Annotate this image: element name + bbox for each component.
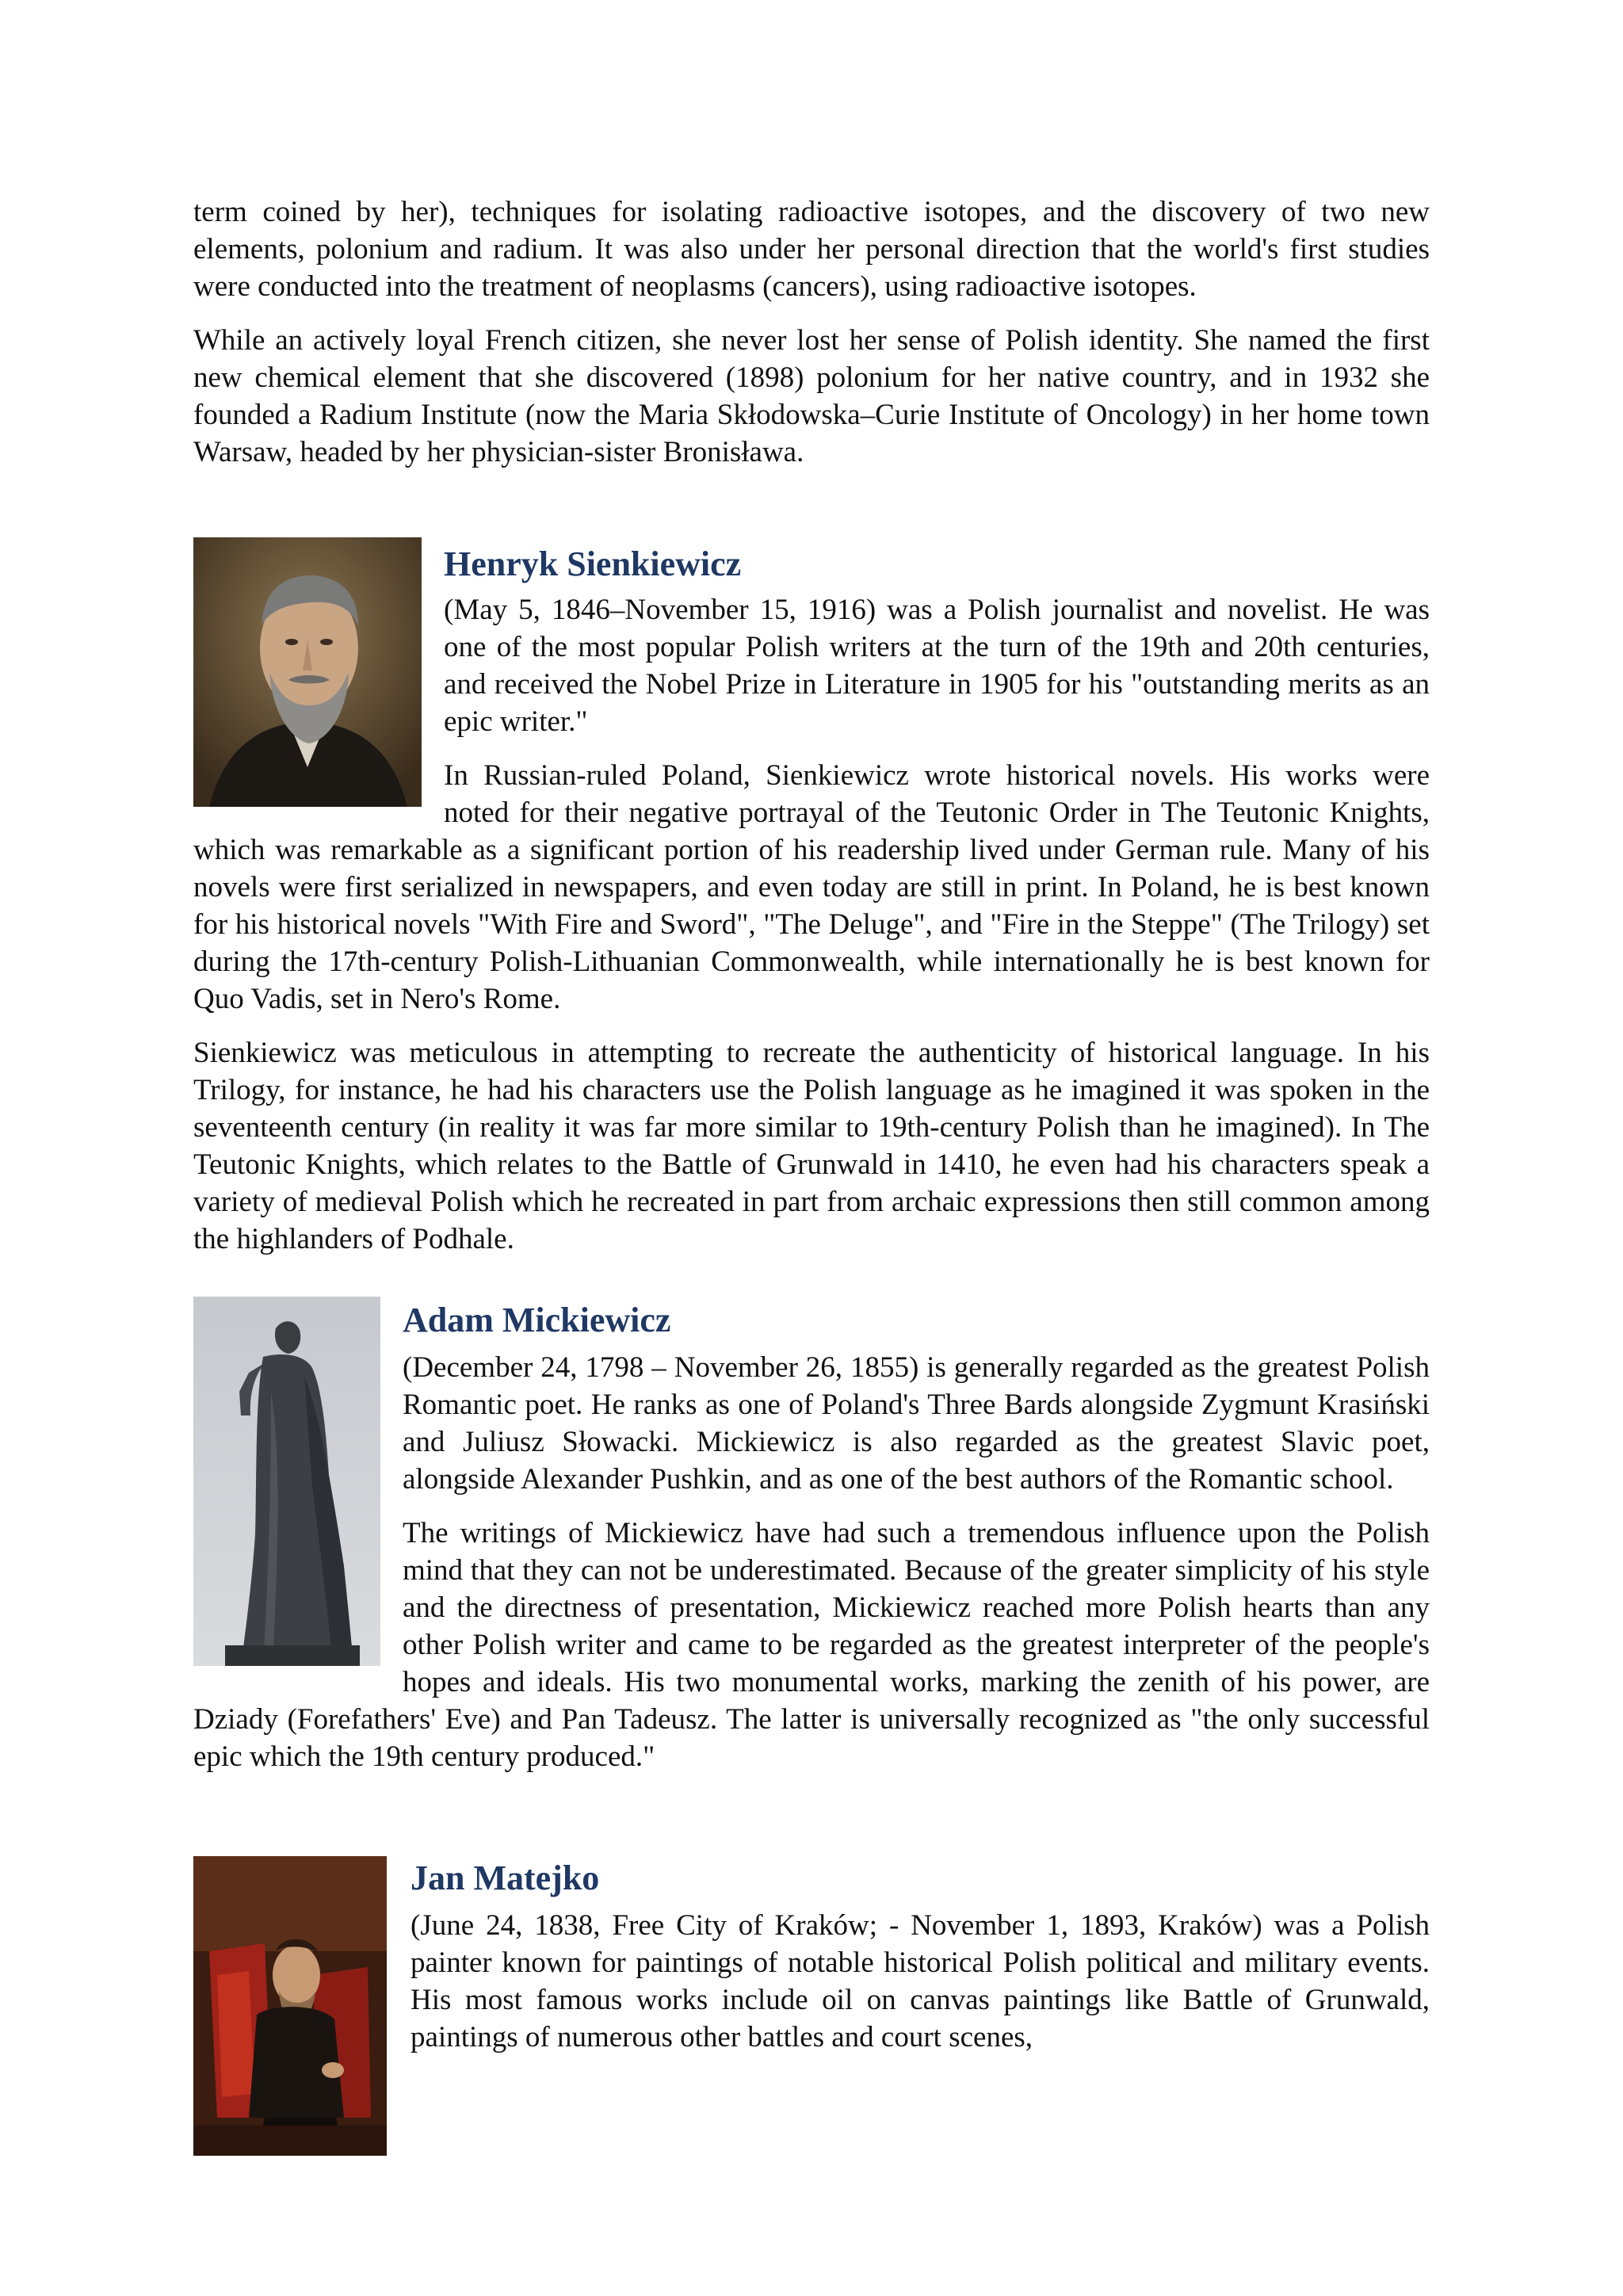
sienkiewicz-paragraph-2: In Russian-ruled Poland, Sienkiewicz wrote historical novels. His works were noted for their negative portrayal of the Teutonic Order in The Teutonic Knights, which was remarkable as a significant portion of his readership lived under German rule. Many of his novels were first serialized in newspapers, and even today are still in print. In Poland, he is best known for his historical novels "With Fire and Sword", "The Deluge", and "Fire in the Steppe" (The Trilogy) set during the 17th-century Polish-Lithuanian Commonwealth, while internationally he is best known for Quo Vadis, set in Nero's Rome. — [193, 759, 1430, 1015]
mickiewicz-heading: Adam Mickiewicz — [403, 1301, 671, 1339]
matejko-heading: Jan Matejko — [411, 1859, 600, 1897]
section-sienkiewicz — [193, 537, 1430, 1258]
matejko-portrait — [193, 1856, 387, 2156]
intro-paragraph-2: While an actively loyal French citizen, she never lost her sense of Polish identity. She named the first new chemical element that she discovered (1898) polonium for her native country, and in 1932 she founded a Radium Institute (now the Maria Skłodowska–Curie Institute of Oncology) in her home town Warsaw, headed by her physician-sister Bronisława. — [193, 324, 1430, 468]
section-matejko — [193, 1856, 1430, 2156]
sienkiewicz-portrait — [193, 537, 422, 807]
matejko-paragraph-1: (June 24, 1838, Free City of Kraków; - November 1, 1893, Kraków) was a Polish painter known for paintings of notable historical Polish political and military events. His most famous works include oil on canvas paintings like Battle of Grunwald, paintings of numerous other battles and court scenes, — [411, 1909, 1430, 2053]
mickiewicz-statue-photo — [193, 1297, 380, 1666]
mickiewicz-paragraph-1: (December 24, 1798 – November 26, 1855) is generally regarded as the greatest Polish Romantic poet. He ranks as one of Poland's Three Bards alongside Zygmunt Krasiński and Juliusz Słowacki. Mickiewicz is also regarded as the greatest Slavic poet, alongside Alexander Pushkin, and as one of the best authors of the Romantic school. — [403, 1351, 1430, 1496]
sienkiewicz-paragraph-1: (May 5, 1846–November 15, 1916) was a Polish journalist and novelist. He was one of the most popular Polish writers at the turn of the 19th and 20th centuries, and received the Nobel Prize in Literature in 1905 for his "outstanding merits as an epic writer." — [444, 594, 1430, 738]
section-mickiewicz — [193, 1297, 1430, 1775]
sienkiewicz-heading: Henryk Sienkiewicz — [444, 544, 742, 583]
mickiewicz-paragraph-2: The writings of Mickiewicz have had such a tremendous influence upon the Polish mind that they can not be underestimated. Because of the greater simplicity of his style and the directness of presentation, Mickiewicz reached more Polish hearts than any other Polish writer and came to be regarded as the greatest interpreter of the people's hopes and ideals. His two monumental works, marking the zenith of his power, are Dziady (Forefathers' Eve) and Pan Tadeusz. The latter is universally recognized as "the only successful epic which the 19th century produced." — [193, 1517, 1430, 1773]
intro-paragraph-1: term coined by her), techniques for isolating radioactive isotopes, and the discovery of two new elements, polonium and radium. It was also under her personal direction that the world's first studies were conducted into the treatment of neoplasms (cancers), using radioactive isotopes. — [193, 196, 1430, 303]
intro-block — [193, 193, 1430, 471]
sienkiewicz-paragraph-3: Sienkiewicz was meticulous in attempting to recreate the authenticity of historical language. In his Trilogy, for instance, he had his characters use the Polish language as he imagined it was spoken in the seventeenth century (in reality it was far more similar to 19th-century Polish than he imagined). In The Teutonic Knights, which relates to the Battle of Grunwald in 1410, he even had his characters speak a variety of medieval Polish which he recreated in part from archaic expressions then still common among the highlanders of Podhale. — [193, 1037, 1430, 1255]
